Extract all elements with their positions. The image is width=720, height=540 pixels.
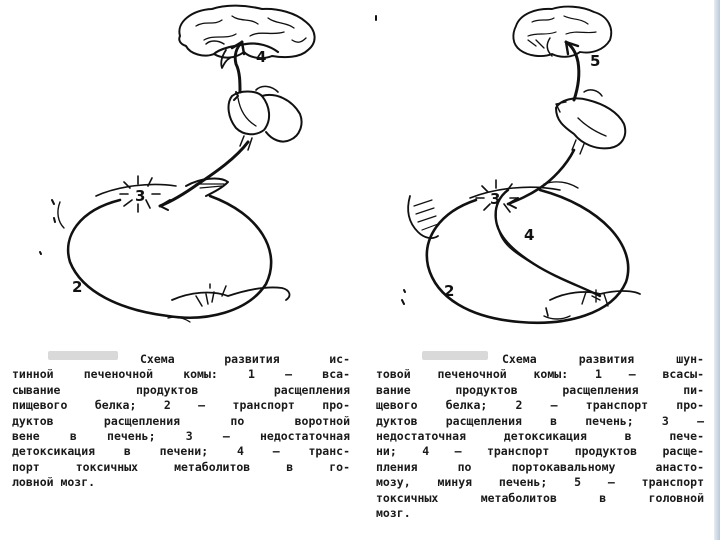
caption-line: сывание продуктов расщепления [12,382,350,397]
right-caption [376,352,704,521]
caption-line: вание продуктов расщепления пи- [376,382,704,397]
right-stomach-drawing [556,90,625,154]
right-label-2: 2 [444,282,455,300]
right-intestine-drawing [544,290,640,319]
slide-frame-edge [714,0,720,540]
caption-line: порт токсичных метаболитов в го- [12,459,350,474]
left-brain-drawing [179,6,314,68]
caption-line: тинной печеночной комы: 1 — вса- [12,367,350,382]
caption-line: пищевого белка; 2 — транспорт про- [12,398,350,413]
right-label-4: 4 [524,226,535,244]
caption-line: щевого белка; 2 — транспорт про- [376,398,704,413]
caption-line: ловной мозг. [12,475,96,490]
caption-line: мозу, минуя печень; 5 — транспорт [376,475,704,490]
caption-line: пления по портокавальному анасто- [376,459,704,474]
caption-line: дуктов расщепления по воротной [12,413,350,428]
left-label-2: 2 [72,278,83,296]
left-speckles [40,200,55,254]
left-stomach-drawing [229,86,302,150]
caption-line: Схема развития ис- [140,352,350,366]
left-caption [12,352,350,491]
left-label-3: 3 [135,187,146,205]
left-figure [40,6,315,322]
right-speckles [376,16,405,304]
caption-line: Схема развития шун- [502,352,704,366]
left-label-4: 4 [256,48,267,66]
left-intestine-drawing [168,284,289,322]
caption-line: вене в печень; 3 — недостаточная [12,429,350,444]
caption-line: детоксикация в печени; 4 — транс- [12,444,350,459]
caption-line: дуктов расщепления в печень; 3 — [376,413,704,428]
caption-line: мозг. [376,506,411,521]
caption-line: недостаточная детоксикация в пече- [376,429,704,444]
caption-line: товой печеночной комы: 1 — всасы- [376,367,704,382]
right-label-5: 5 [590,52,601,70]
caption-line: ни; 4 — транспорт продуктов расще- [376,444,704,459]
right-brain-drawing [513,7,611,57]
right-label-3: 3 [490,190,501,208]
caption-line: токсичных метаболитов в головной [376,490,704,505]
